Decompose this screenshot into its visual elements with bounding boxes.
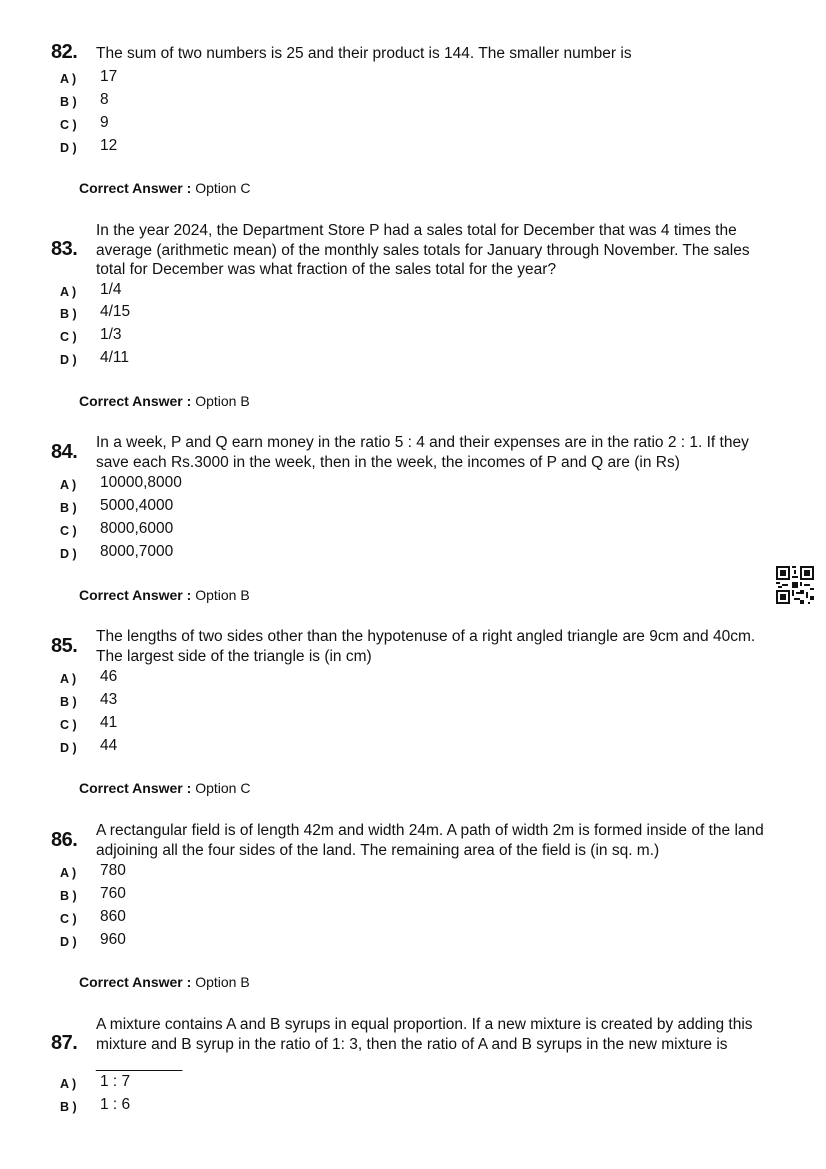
option-a	[0, 1073, 400, 1096]
question-number: 84.	[51, 441, 78, 463]
option-value: 43	[100, 691, 118, 708]
option-label: A )	[60, 478, 77, 492]
correct-answer	[79, 180, 250, 196]
option-label: B )	[60, 501, 77, 515]
option-value: 41	[100, 714, 118, 731]
correct-answer-label: Correct Answer :	[79, 587, 192, 603]
option-b	[0, 691, 400, 714]
option-value: 12	[100, 137, 118, 154]
question-number: 83.	[51, 238, 78, 260]
option-value: 860	[100, 908, 126, 925]
correct-answer-value: Option B	[195, 587, 250, 603]
question-text: A mixture contains A and B syrups in equal proportion. If a new mixture is created by adding this mixture and B syrup in the ratio of 1: 3, then the ratio of A and B syrups in the new mixture is __________	[96, 1016, 753, 1072]
option-a	[0, 68, 400, 91]
option-b	[0, 91, 400, 114]
option-c	[0, 520, 400, 543]
option-c	[0, 326, 400, 349]
correct-answer	[79, 393, 250, 409]
option-a	[0, 281, 400, 304]
question-number: 85.	[51, 635, 78, 657]
question-text: The lengths of two sides other than the hypotenuse of a right angled triangle are 9cm and 40cm. The largest side of the triangle is (in cm)	[96, 628, 756, 665]
option-value: 10000,8000	[100, 474, 182, 491]
option-d	[0, 137, 400, 160]
question-number: 86.	[51, 829, 78, 851]
option-d	[0, 543, 400, 566]
correct-answer	[79, 974, 250, 990]
option-label: D )	[60, 547, 77, 561]
question-text: A rectangular field is of length 42m and width 24m. A path of width 2m is formed inside of the land adjoining all the four sides of the land. The remaining area of the field is (in sq. m.)	[96, 822, 764, 859]
option-label: B )	[60, 307, 77, 321]
option-value: 960	[100, 931, 126, 948]
option-d	[0, 737, 400, 760]
option-label: D )	[60, 353, 77, 367]
option-label: D )	[60, 141, 77, 155]
question-number: 82.	[51, 41, 78, 63]
option-c	[0, 908, 400, 931]
option-value: 17	[100, 68, 118, 85]
question-text: In the year 2024, the Department Store P had a sales total for December that was 4 times the average (arithmetic mean) of the monthly sales totals for January through November. The sales total for December was what fraction of the sales total for the year?	[96, 222, 750, 278]
option-label: C )	[60, 330, 77, 344]
option-label: B )	[60, 1100, 77, 1114]
option-value: 44	[100, 737, 118, 754]
option-label: A )	[60, 285, 77, 299]
option-label: B )	[60, 889, 77, 903]
correct-answer-value: Option B	[195, 974, 250, 990]
qr-code-icon	[776, 566, 814, 604]
correct-answer-label: Correct Answer :	[79, 780, 192, 796]
option-label: A )	[60, 672, 77, 686]
option-a	[0, 668, 400, 691]
option-b	[0, 1096, 400, 1119]
option-value: 1 : 6	[100, 1096, 131, 1113]
option-value: 5000,4000	[100, 497, 174, 514]
correct-answer	[79, 780, 250, 796]
option-value: 8	[100, 91, 109, 108]
option-label: C )	[60, 118, 77, 132]
option-value: 1/4	[100, 281, 122, 298]
option-value: 1/3	[100, 326, 122, 343]
correct-answer	[79, 587, 250, 603]
option-value: 8000,7000	[100, 543, 174, 560]
option-b	[0, 885, 400, 908]
option-c	[0, 714, 400, 737]
option-label: A )	[60, 866, 77, 880]
option-b	[0, 497, 400, 520]
option-value: 9	[100, 114, 109, 131]
correct-answer-label: Correct Answer :	[79, 180, 192, 196]
correct-answer-value: Option C	[195, 780, 251, 796]
option-label: B )	[60, 95, 77, 109]
option-d	[0, 931, 400, 954]
option-b	[0, 303, 400, 326]
option-value: 8000,6000	[100, 520, 174, 537]
question-text: The sum of two numbers is 25 and their product is 144. The smaller number is	[96, 45, 632, 62]
option-label: D )	[60, 935, 77, 949]
correct-answer-value: Option B	[195, 393, 250, 409]
option-label: C )	[60, 912, 77, 926]
option-value: 4/15	[100, 303, 131, 320]
option-label: C )	[60, 718, 77, 732]
option-c	[0, 114, 400, 137]
question-number: 87.	[51, 1032, 78, 1054]
option-label: A )	[60, 72, 77, 86]
option-a	[0, 474, 400, 497]
option-value: 4/11	[100, 349, 130, 366]
option-value: 760	[100, 885, 126, 902]
correct-answer-label: Correct Answer :	[79, 393, 192, 409]
option-a	[0, 862, 400, 885]
option-value: 780	[100, 862, 126, 879]
option-d	[0, 349, 400, 372]
option-label: C )	[60, 524, 77, 538]
option-value: 1 : 7	[100, 1073, 131, 1090]
question-text: In a week, P and Q earn money in the ratio 5 : 4 and their expenses are in the ratio 2 : 1. If they save each Rs.3000 in the week, then in the week, the incomes of P and Q are (in Rs)	[96, 434, 749, 471]
option-label: D )	[60, 741, 77, 755]
option-label: A )	[60, 1077, 77, 1091]
correct-answer-label: Correct Answer :	[79, 974, 192, 990]
correct-answer-value: Option C	[195, 180, 251, 196]
option-label: B )	[60, 695, 77, 709]
option-value: 46	[100, 668, 118, 685]
